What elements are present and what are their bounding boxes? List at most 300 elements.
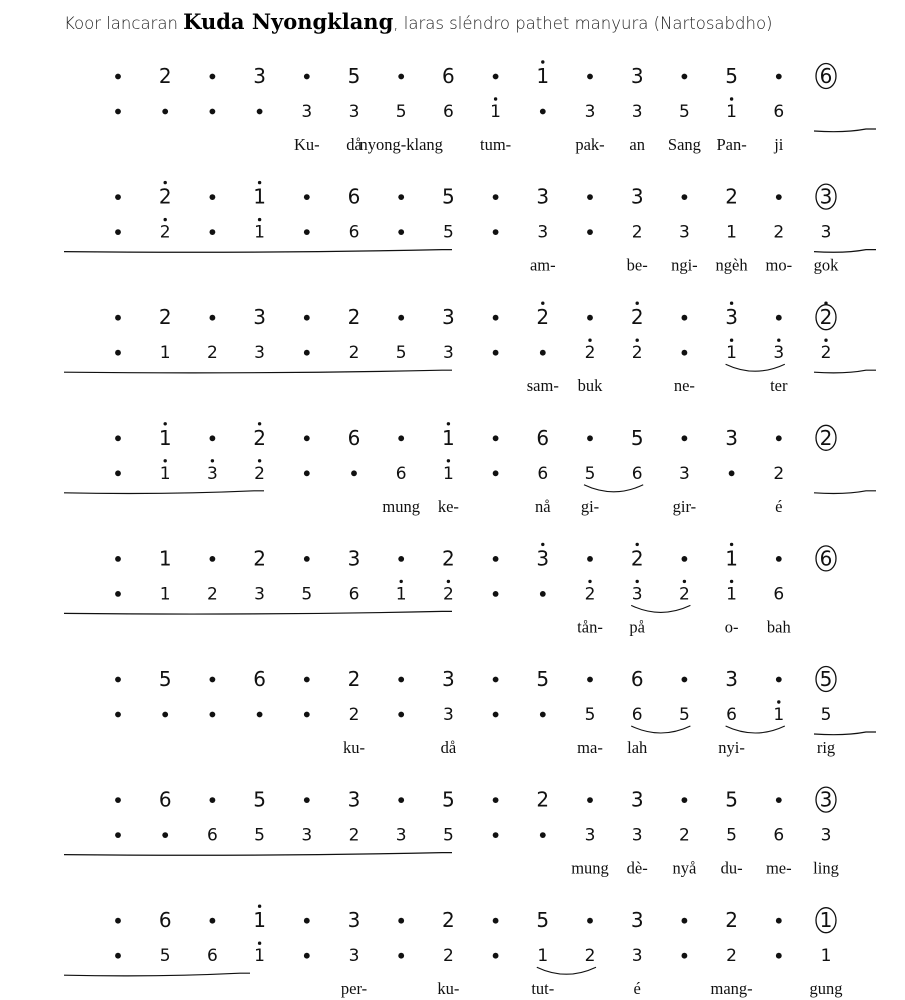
balungan-note: 2 — [536, 787, 550, 812]
vocal-rest-dot — [398, 229, 404, 235]
balungan-note: 1 — [253, 908, 266, 933]
balungan-note: 2 — [253, 546, 266, 571]
balungan-rest-dot — [682, 194, 688, 200]
balungan-octave-dot — [730, 543, 733, 546]
balungan-note: 5 — [442, 184, 455, 209]
vocal-note: 5 — [442, 825, 454, 846]
lyric-syllable: då — [440, 738, 457, 757]
vocal-note: 6 — [442, 102, 454, 122]
vocal-rest-dot — [351, 470, 357, 476]
vocal-note: 2 — [631, 222, 643, 243]
balungan-octave-dot — [636, 302, 639, 305]
vocal-rest-dot — [115, 229, 121, 235]
balungan-note: 3 — [819, 184, 833, 209]
vocal-note: 5 — [254, 825, 266, 846]
phrase-line — [814, 370, 876, 373]
balungan-note: 1 — [158, 546, 172, 571]
lyric-syllable: pak- — [575, 135, 605, 154]
vocal-rest-dot — [587, 229, 593, 235]
vocal-note: 1 — [159, 463, 171, 484]
balungan-note: 6 — [630, 667, 644, 691]
balungan-note: 2 — [158, 64, 172, 88]
vocal-rest-dot — [115, 953, 121, 959]
lyric-syllable: mung — [382, 496, 420, 516]
balungan-rest-dot — [682, 74, 688, 80]
balungan-note: 1 — [442, 425, 455, 450]
balungan-rest-dot — [587, 677, 593, 683]
balungan-note: 6 — [442, 64, 455, 88]
balungan-octave-dot — [258, 181, 261, 184]
vocal-note: 3 — [254, 584, 266, 605]
vocal-note: 6 — [348, 584, 360, 605]
balungan-rest-dot — [587, 435, 593, 441]
lyric-syllable: gok — [813, 255, 839, 275]
vocal-octave-dot — [211, 459, 214, 462]
vocal-octave-dot — [164, 218, 167, 221]
vocal-note: 5 — [584, 463, 596, 484]
balungan-rest-dot — [682, 677, 688, 683]
slur-arc — [726, 364, 785, 371]
balungan-note: 3 — [725, 305, 738, 330]
vocal-octave-dot — [636, 580, 639, 583]
balungan-octave-dot — [164, 181, 167, 184]
balungan-note: 1 — [253, 184, 266, 209]
balungan-rest-dot — [115, 918, 121, 924]
vocal-note: 1 — [726, 584, 738, 605]
vocal-note: 2 — [584, 946, 596, 967]
lyric-syllable: Sang — [667, 135, 701, 154]
vocal-rest-dot — [540, 109, 546, 115]
vocal-note: 2 — [584, 584, 596, 605]
balungan-rest-dot — [304, 556, 310, 562]
vocal-rest-dot — [162, 712, 168, 718]
vocal-note: 3 — [348, 946, 360, 967]
vocal-octave-dot — [730, 339, 733, 342]
vocal-note: 5 — [678, 705, 690, 725]
balungan-note: 2 — [630, 305, 644, 330]
vocal-note: 3 — [631, 102, 643, 122]
balungan-rest-dot — [115, 194, 121, 200]
vocal-rest-dot — [210, 229, 216, 235]
vocal-rest-dot — [776, 953, 782, 959]
balungan-octave-dot — [541, 543, 544, 546]
vocal-rest-dot — [682, 350, 688, 356]
lyric-syllable: mung — [571, 858, 609, 878]
vocal-note: 2 — [442, 946, 454, 967]
title-prefix: Koor lancaran — [64, 14, 184, 33]
balungan-note: 5 — [725, 64, 738, 88]
vocal-note: 3 — [537, 222, 549, 243]
balungan-note: 5 — [158, 667, 172, 691]
vocal-rest-dot — [493, 591, 499, 597]
balungan-note: 2 — [347, 305, 361, 330]
slur-arc — [631, 726, 690, 733]
balungan-rest-dot — [115, 435, 121, 441]
vocal-octave-dot — [588, 580, 591, 583]
lyric-syllable: ku- — [343, 738, 365, 757]
balungan-note: 3 — [819, 787, 833, 812]
vocal-note: 1 — [726, 343, 738, 364]
balungan-rest-dot — [210, 677, 216, 683]
vocal-note: 2 — [159, 222, 171, 243]
balungan-rest-dot — [398, 677, 404, 683]
vocal-note: 1 — [395, 584, 407, 605]
balungan-note: 3 — [630, 908, 644, 933]
balungan-note: 6 — [158, 787, 172, 812]
balungan-note: 3 — [725, 425, 738, 450]
phrase-line — [814, 129, 876, 132]
vocal-note: 5 — [301, 584, 313, 605]
balungan-rest-dot — [115, 315, 121, 321]
vocal-note: 3 — [584, 102, 596, 122]
balungan-rest-dot — [398, 74, 404, 80]
lyric-syllable: nyi- — [718, 738, 745, 757]
balungan-rest-dot — [493, 918, 499, 924]
balungan-rest-dot — [493, 74, 499, 80]
balungan-note: 3 — [347, 787, 361, 812]
vocal-note: 3 — [301, 825, 313, 846]
vocal-rest-dot — [493, 953, 499, 959]
vocal-note: 3 — [584, 825, 596, 846]
phrase-line — [64, 853, 452, 856]
vocal-octave-dot — [447, 459, 450, 462]
vocal-note: 1 — [442, 463, 454, 484]
vocal-rest-dot — [493, 470, 499, 476]
balungan-rest-dot — [587, 797, 593, 803]
lyric-syllable: tån- — [577, 617, 603, 637]
balungan-note: 3 — [347, 546, 361, 571]
lyric-syllable: nyong-klang — [359, 135, 443, 154]
balungan-note: 6 — [158, 908, 172, 933]
lyric-syllable: sam- — [526, 376, 559, 396]
vocal-octave-dot — [258, 942, 261, 945]
lyric-syllable: am- — [529, 255, 556, 275]
balungan-note: 5 — [253, 787, 266, 812]
vocal-note: 1 — [726, 222, 738, 243]
phrase-line — [64, 250, 452, 253]
vocal-note: 3 — [773, 343, 785, 364]
vocal-rest-dot — [115, 109, 121, 115]
phrase-line — [64, 370, 452, 373]
vocal-note: 3 — [678, 222, 690, 243]
vocal-rest-dot — [540, 832, 546, 838]
title-piece-name: Kuda Nyongklang — [183, 9, 394, 34]
balungan-rest-dot — [304, 315, 310, 321]
vocal-rest-dot — [493, 350, 499, 356]
balungan-note: 2 — [725, 908, 738, 933]
slur-arc — [537, 967, 596, 974]
vocal-note: 3 — [820, 825, 832, 846]
vocal-note: 1 — [159, 584, 171, 605]
balungan-rest-dot — [304, 677, 310, 683]
lyric-syllable: buk — [577, 376, 603, 396]
vocal-rest-dot — [540, 591, 546, 597]
balungan-note: 3 — [536, 184, 550, 209]
balungan-rest-dot — [304, 74, 310, 80]
balungan-note: 6 — [819, 64, 833, 88]
lyric-syllable: be- — [626, 255, 648, 275]
balungan-rest-dot — [587, 74, 593, 80]
phrase-line — [814, 250, 876, 253]
vocal-note: 6 — [773, 102, 785, 122]
vocal-note: 2 — [206, 343, 218, 364]
lyric-syllable: gi- — [580, 496, 600, 516]
lyric-syllable: gung — [809, 979, 843, 999]
balungan-note: 1 — [725, 546, 738, 571]
balungan-rest-dot — [398, 918, 404, 924]
lyric-syllable: ngi- — [671, 255, 698, 275]
balungan-rest-dot — [776, 797, 782, 803]
vocal-note: 6 — [206, 825, 218, 846]
lyric-syllable: Pan- — [716, 135, 747, 154]
phrase-line — [814, 732, 876, 735]
balungan-rest-dot — [682, 918, 688, 924]
balungan-note: 2 — [630, 546, 644, 571]
balungan-rest-dot — [776, 677, 782, 683]
vocal-note: 6 — [537, 463, 549, 484]
vocal-rest-dot — [257, 109, 263, 115]
vocal-rest-dot — [115, 712, 121, 718]
vocal-rest-dot — [304, 229, 310, 235]
balungan-rest-dot — [682, 556, 688, 562]
vocal-rest-dot — [210, 712, 216, 718]
lyric-syllable: tut- — [531, 979, 555, 999]
vocal-note: 1 — [159, 343, 171, 364]
balungan-rest-dot — [493, 797, 499, 803]
vocal-note: 3 — [631, 946, 643, 967]
balungan-note: 2 — [253, 425, 266, 450]
vocal-note: 1 — [726, 102, 738, 122]
balungan-note: 2 — [442, 908, 455, 933]
balungan-rest-dot — [493, 315, 499, 321]
vocal-note: 2 — [348, 705, 360, 725]
vocal-note: 3 — [820, 222, 832, 243]
title-suffix: , laras sléndro pathet manyura (Nartosabdho) — [393, 14, 773, 33]
balungan-rest-dot — [398, 315, 404, 321]
slur-arc — [631, 605, 690, 612]
vocal-rest-dot — [398, 712, 404, 718]
vocal-octave-dot — [777, 700, 780, 703]
lyric-syllable: Ku- — [293, 135, 320, 154]
balungan-rest-dot — [776, 194, 782, 200]
vocal-note: 2 — [442, 584, 454, 605]
balungan-rest-dot — [587, 315, 593, 321]
balungan-rest-dot — [493, 194, 499, 200]
balungan-note: 6 — [819, 546, 833, 571]
vocal-octave-dot — [777, 339, 780, 342]
lyric-syllable: gir- — [672, 496, 697, 516]
lyric-syllable: ling — [813, 858, 839, 878]
balungan-note: 6 — [347, 425, 361, 450]
vocal-note: 1 — [820, 946, 832, 967]
vocal-octave-dot — [447, 580, 450, 583]
lyric-syllable: då — [346, 135, 362, 154]
lyric-syllable: é — [633, 979, 641, 999]
balungan-rest-dot — [115, 556, 121, 562]
vocal-rest-dot — [540, 350, 546, 356]
vocal-note: 3 — [254, 343, 266, 364]
vocal-note: 1 — [773, 705, 785, 725]
vocal-note: 1 — [537, 946, 549, 967]
balungan-rest-dot — [304, 797, 310, 803]
balungan-rest-dot — [776, 918, 782, 924]
vocal-octave-dot — [258, 218, 261, 221]
balungan-note: 3 — [630, 787, 644, 812]
balungan-note: 3 — [442, 667, 455, 691]
balungan-note: 6 — [253, 667, 266, 691]
vocal-octave-dot — [588, 339, 591, 342]
vocal-octave-dot — [730, 580, 733, 583]
vocal-note: 2 — [820, 343, 832, 364]
balungan-rest-dot — [398, 556, 404, 562]
balungan-note: 2 — [819, 305, 833, 330]
vocal-note: 2 — [773, 222, 785, 243]
balungan-octave-dot — [447, 422, 450, 425]
lyric-syllable: mang- — [710, 979, 753, 999]
vocal-note: 6 — [773, 584, 785, 605]
vocal-rest-dot — [115, 470, 121, 476]
slur-arc — [726, 726, 785, 733]
vocal-rest-dot — [493, 229, 499, 235]
vocal-note: 6 — [631, 705, 643, 725]
vocal-note: 2 — [773, 463, 785, 484]
vocal-note: 1 — [254, 222, 266, 243]
balungan-rest-dot — [115, 797, 121, 803]
balungan-rest-dot — [210, 797, 216, 803]
lyric-syllable: bah — [766, 617, 791, 637]
balungan-rest-dot — [493, 435, 499, 441]
vocal-octave-dot — [400, 580, 403, 583]
vocal-note: 5 — [442, 222, 454, 243]
balungan-rest-dot — [776, 315, 782, 321]
balungan-octave-dot — [541, 60, 544, 63]
balungan-note: 3 — [630, 184, 644, 209]
vocal-rest-dot — [257, 712, 263, 718]
lyric-syllable: me- — [765, 858, 792, 878]
lyric-syllable: o- — [724, 617, 739, 637]
vocal-note: 3 — [442, 343, 454, 364]
vocal-octave-dot — [494, 97, 497, 100]
balungan-rest-dot — [587, 194, 593, 200]
vocal-note: 5 — [584, 705, 596, 725]
balungan-octave-dot — [164, 422, 167, 425]
lyric-syllable: dè- — [626, 858, 648, 878]
vocal-octave-dot — [730, 97, 733, 100]
phrase-line — [814, 491, 876, 494]
balungan-rest-dot — [210, 556, 216, 562]
balungan-note: 5 — [442, 787, 455, 812]
vocal-note: 6 — [206, 946, 218, 967]
lyric-syllable: på — [629, 617, 645, 637]
balungan-rest-dot — [398, 194, 404, 200]
lyric-syllable: ngèh — [715, 255, 748, 275]
vocal-note: 3 — [631, 584, 643, 605]
balungan-rest-dot — [210, 435, 216, 441]
vocal-note: 2 — [348, 343, 360, 364]
balungan-rest-dot — [493, 556, 499, 562]
lyric-syllable: nå — [535, 496, 551, 516]
lyric-syllable: du- — [720, 858, 743, 878]
vocal-note: 3 — [678, 463, 690, 484]
vocal-note: 2 — [206, 584, 218, 605]
vocal-note: 3 — [206, 463, 218, 484]
balungan-octave-dot — [258, 905, 261, 908]
vocal-rest-dot — [162, 832, 168, 838]
lyric-syllable: rig — [816, 738, 836, 757]
vocal-note: 5 — [678, 102, 690, 122]
balungan-note: 5 — [536, 908, 550, 933]
balungan-rest-dot — [115, 74, 121, 80]
phrase-line — [64, 611, 452, 614]
vocal-note: 2 — [678, 584, 690, 605]
balungan-rest-dot — [587, 556, 593, 562]
balungan-note: 1 — [819, 908, 833, 933]
vocal-note: 2 — [348, 825, 360, 846]
vocal-rest-dot — [115, 832, 121, 838]
balungan-note: 3 — [630, 64, 644, 88]
balungan-rest-dot — [304, 918, 310, 924]
lyric-syllable: ma- — [577, 738, 603, 757]
balungan-note: 2 — [347, 667, 361, 691]
balungan-rest-dot — [115, 677, 121, 683]
balungan-rest-dot — [776, 74, 782, 80]
balungan-octave-dot — [730, 302, 733, 305]
vocal-rest-dot — [682, 953, 688, 959]
balungan-note: 1 — [158, 425, 172, 450]
vocal-note: 5 — [159, 946, 171, 967]
balungan-rest-dot — [210, 315, 216, 321]
vocal-note: 3 — [442, 705, 454, 725]
balungan-note: 3 — [253, 305, 266, 330]
balungan-note: 2 — [158, 305, 172, 330]
balungan-note: 6 — [347, 184, 361, 209]
balungan-note: 3 — [536, 546, 550, 571]
phrase-line — [64, 491, 264, 494]
balungan-note: 6 — [536, 425, 550, 450]
balungan-note: 5 — [819, 667, 833, 691]
vocal-note: 5 — [395, 102, 407, 122]
lyric-syllable: lah — [627, 738, 648, 757]
vocal-octave-dot — [824, 339, 827, 342]
vocal-note: 2 — [678, 825, 690, 846]
vocal-note: 1 — [490, 102, 502, 122]
balungan-octave-dot — [636, 543, 639, 546]
lyric-syllable: ne- — [673, 376, 695, 396]
vocal-note: 3 — [301, 102, 313, 122]
vocal-rest-dot — [115, 350, 121, 356]
balungan-note: 3 — [347, 908, 361, 933]
balungan-note: 3 — [253, 64, 266, 88]
balungan-note: 2 — [819, 425, 833, 450]
vocal-note: 6 — [631, 463, 643, 484]
lyric-syllable: tum- — [480, 135, 512, 154]
vocal-note: 2 — [254, 463, 266, 484]
vocal-note: 5 — [820, 705, 832, 725]
vocal-note: 6 — [395, 463, 407, 484]
balungan-rest-dot — [304, 435, 310, 441]
balungan-rest-dot — [682, 797, 688, 803]
vocal-note: 6 — [773, 825, 785, 846]
vocal-octave-dot — [258, 459, 261, 462]
vocal-note: 3 — [631, 825, 643, 846]
balungan-note: 2 — [725, 184, 738, 209]
balungan-rest-dot — [210, 194, 216, 200]
balungan-rest-dot — [587, 918, 593, 924]
vocal-rest-dot — [398, 953, 404, 959]
balungan-rest-dot — [210, 918, 216, 924]
balungan-rest-dot — [398, 435, 404, 441]
balungan-rest-dot — [210, 74, 216, 80]
